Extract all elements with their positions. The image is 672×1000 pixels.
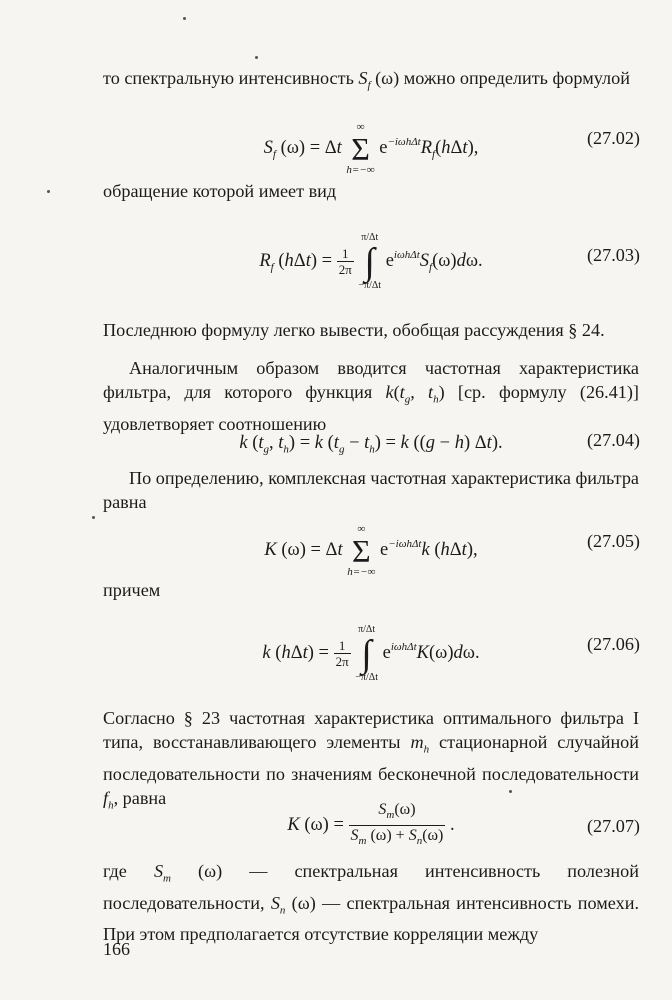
equation-27-06: k (hΔt) = $\frac{1}{2\pi}$ π/Δt ∫ −π/Δt $e^{i\omega h\Delta t}K(\omega)d\omega$. [262,623,480,683]
paragraph-1: то спектральную интенсивность $S_f$ (ω) можно определить формулой [103,68,630,92]
equation-number-27-03: (27.03) [586,245,640,265]
equation-27-03: $R_f$ (hΔt) = $\frac{1}{2\pi}$ π/Δt ∫ −π/Δt $e^{i\omega h\Delta t}S_f(\omega)d\omega$. [259,231,483,291]
paragraph-7: Согласно § 23 частотная характеристика оптимального фильтра I типа, восстанавливающего элементы $m_h$ стационарной случайной последовательности по значениям бесконечной последовательности $f_h$, равна [103,708,639,812]
scan-speck [255,56,258,59]
equation-27-02: $S_f$ (ω) = Δt ∞ Σ h=−∞ $e^{-i\omega h\Delta t}R_f(h\Delta t)$, [263,120,479,176]
equation-27-04: k ($t_g$, $t_h) = k$ $(t_g - t_h) = k$ ((g − h) Δt). [239,433,503,456]
equation-number-27-05: (27.05) [586,531,640,551]
paragraph-4: Аналогичным образом вводится частотная характеристика фильтра, для которого функция $k(t_g$, $t_h$) [ср. формулу (26.41)] удовлетворяет соотношению [103,358,639,434]
scan-speck [183,17,186,20]
equation-number-27-04: (27.04) [586,430,640,450]
equation-number-27-06: (27.06) [586,634,640,654]
equation-number-27-02: (27.02) [586,128,640,148]
page-number: 166 [103,939,130,959]
paragraph-2: обращение которой имеет вид [103,181,337,201]
paragraph-8: где $S_m$ (ω) — спектральная интенсивность полезной последовательности, $S_n$ (ω) — спектральная интенсивность помехи. При этом предполагается отсутствие корреляции между [103,861,639,945]
paragraph-3: Последнюю формулу легко вывести, обобщая рассуждения § 24. [103,320,605,340]
scan-speck [509,790,512,793]
paragraph-5: По определению, комплексная частотная характеристика фильтра равна [103,468,639,512]
equation-27-05: K (ω) = Δt ∞ Σ h=−∞ $e^{-i\omega h\Delta t}k$ (hΔt), [264,522,478,578]
scan-speck [92,516,95,519]
equation-27-07: K (ω) = $\frac{S_m(\omega)}{S_m (\omega) + S_n(\omega)}$ . [103,800,639,850]
equation-number-27-07: (27.07) [586,816,640,836]
paragraph-6: причем [103,580,161,600]
scan-speck [47,190,50,193]
